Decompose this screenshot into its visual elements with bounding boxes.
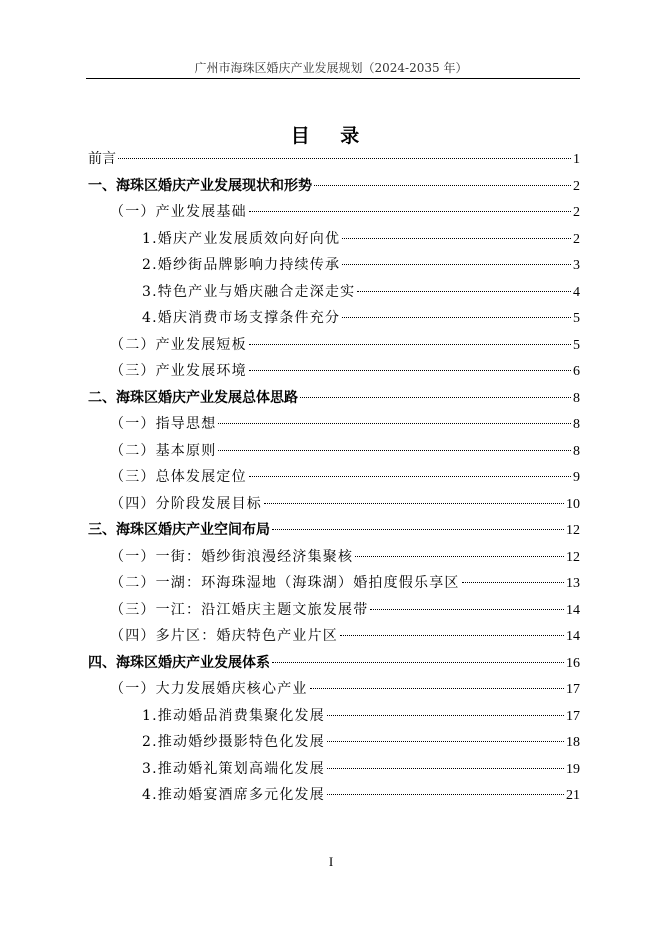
toc-dot-leader xyxy=(310,688,564,689)
toc-entry[interactable] xyxy=(88,358,580,385)
toc-dot-leader xyxy=(342,317,571,318)
toc-entry-page: 2 xyxy=(573,178,580,194)
toc-entry-page: 17 xyxy=(566,682,580,697)
toc-entry[interactable] xyxy=(88,544,580,571)
toc-dot-leader xyxy=(462,582,564,583)
toc-dot-leader xyxy=(272,662,564,663)
toc-entry-title: 一、海珠区婚庆产业发展现状和形势 xyxy=(88,177,312,194)
toc-entry-page: 4 xyxy=(573,284,580,300)
toc-entry-title: 2.婚纱街品牌影响力持续传承 xyxy=(142,257,341,273)
toc-entry[interactable] xyxy=(88,756,580,783)
toc-entry[interactable] xyxy=(88,703,580,730)
toc-entry-title: （一）大力发展婚庆核心产业 xyxy=(110,681,308,697)
toc-dot-leader xyxy=(327,741,564,742)
toc-entry-title: （四）多片区：婚庆特色产业片区 xyxy=(110,628,338,644)
toc-entry-title: （三）一江：沿江婚庆主题文旅发展带 xyxy=(110,601,369,618)
toc-entry-page: 2 xyxy=(573,205,580,220)
toc-dot-leader xyxy=(342,238,571,239)
toc-entry-page: 8 xyxy=(573,390,580,406)
toc-entry-title: 三、海珠区婚庆产业空间布局 xyxy=(88,522,270,538)
toc-entry-page: 8 xyxy=(573,443,580,459)
toc-entry-page: 6 xyxy=(573,364,580,379)
toc-entry-title: 3.推动婚礼策划高端化发展 xyxy=(142,760,325,777)
toc-entry-title: （二）基本原则 xyxy=(110,442,217,459)
toc-entry[interactable] xyxy=(88,729,580,756)
toc-entry[interactable] xyxy=(88,226,580,253)
toc-entry[interactable] xyxy=(88,623,580,650)
toc-entry-title: 前言 xyxy=(88,151,116,167)
toc-entry[interactable] xyxy=(88,199,580,226)
toc-entry-title: 四、海珠区婚庆产业发展体系 xyxy=(88,654,270,671)
toc-entry[interactable] xyxy=(88,252,580,279)
toc-dot-leader xyxy=(342,264,571,265)
toc-dot-leader xyxy=(357,291,571,292)
toc-dot-leader xyxy=(264,503,564,504)
toc-entry-title: 二、海珠区婚庆产业发展总体思路 xyxy=(88,389,298,406)
toc-entry-page: 5 xyxy=(573,311,580,326)
toc-entry-page: 14 xyxy=(566,629,580,644)
toc-entry[interactable] xyxy=(88,782,580,809)
toc-entry-title: （三）总体发展定位 xyxy=(110,469,247,485)
toc-entry[interactable] xyxy=(88,676,580,703)
toc-entry-page: 3 xyxy=(573,258,580,273)
toc-entry-title: 4.婚庆消费市场支撑条件充分 xyxy=(142,310,341,326)
toc-dot-leader xyxy=(249,344,571,345)
toc-dot-leader xyxy=(314,185,571,186)
page-title: 目 录 xyxy=(290,125,372,147)
toc-entry-title: （一）一街：婚纱街浪漫经济集聚核 xyxy=(110,548,354,565)
toc-dot-leader xyxy=(218,450,571,451)
toc-dot-leader xyxy=(118,158,571,159)
toc-entry-page: 19 xyxy=(566,761,580,777)
toc-dot-leader xyxy=(340,635,564,636)
toc-entry-page: 21 xyxy=(566,788,580,803)
toc-entry-page: 16 xyxy=(566,655,580,671)
toc-entry-page: 1 xyxy=(573,152,580,167)
toc-entry-title: 1.推动婚品消费集聚化发展 xyxy=(142,707,325,724)
toc-entry[interactable] xyxy=(88,305,580,332)
toc-entry[interactable] xyxy=(88,173,580,200)
toc-entry[interactable] xyxy=(88,570,580,597)
toc-entry-page: 12 xyxy=(566,549,580,565)
toc-entry[interactable] xyxy=(88,650,580,677)
toc-entry-title: （一）产业发展基础 xyxy=(110,204,247,220)
toc-entry-page: 10 xyxy=(566,496,580,512)
page-header: 广州市海珠区婚庆产业发展规划（2024-2035 年） xyxy=(194,61,468,75)
toc-entry-page: 17 xyxy=(566,708,580,724)
toc-entry[interactable] xyxy=(88,385,580,412)
toc-entry-title: （一）指导思想 xyxy=(110,416,217,432)
toc-entry[interactable] xyxy=(88,597,580,624)
toc-entry[interactable] xyxy=(88,279,580,306)
toc-dot-leader xyxy=(249,370,571,371)
header-rule xyxy=(86,78,580,79)
toc-entry[interactable] xyxy=(88,464,580,491)
toc-entry-title: （二）产业发展短板 xyxy=(110,336,247,353)
table-of-contents xyxy=(88,146,580,809)
toc-entry-title: 3.特色产业与婚庆融合走深走实 xyxy=(142,283,356,300)
toc-entry-title: 4.推动婚宴酒席多元化发展 xyxy=(142,787,325,803)
toc-dot-leader xyxy=(327,715,564,716)
toc-entry-page: 12 xyxy=(566,523,580,538)
toc-entry-title: （三）产业发展环境 xyxy=(110,363,247,379)
toc-entry-title: 1.婚庆产业发展质效向好向优 xyxy=(142,230,341,247)
toc-entry-page: 2 xyxy=(573,231,580,247)
toc-entry[interactable] xyxy=(88,411,580,438)
toc-dot-leader xyxy=(272,529,564,530)
page-number: I xyxy=(328,854,334,869)
toc-entry-title: （四）分阶段发展目标 xyxy=(110,495,262,512)
toc-entry-page: 8 xyxy=(573,417,580,432)
toc-entry-page: 18 xyxy=(566,735,580,750)
toc-entry[interactable] xyxy=(88,332,580,359)
toc-dot-leader xyxy=(249,476,571,477)
toc-entry[interactable] xyxy=(88,491,580,518)
toc-entry[interactable] xyxy=(88,438,580,465)
toc-dot-leader xyxy=(355,556,564,557)
toc-entry[interactable] xyxy=(88,517,580,544)
toc-entry-page: 13 xyxy=(566,576,580,591)
toc-dot-leader xyxy=(327,768,564,769)
toc-entry-page: 14 xyxy=(566,602,580,618)
toc-entry-page: 9 xyxy=(573,470,580,485)
toc-entry-title: （二）一湖：环海珠湿地（海珠湖）婚拍度假乐享区 xyxy=(110,575,460,591)
toc-entry-title: 2.推动婚纱摄影特色化发展 xyxy=(142,734,325,750)
toc-dot-leader xyxy=(249,211,571,212)
toc-dot-leader xyxy=(300,397,571,398)
toc-dot-leader xyxy=(370,609,564,610)
toc-dot-leader xyxy=(218,423,571,424)
toc-entry[interactable] xyxy=(88,146,580,173)
toc-dot-leader xyxy=(327,794,564,795)
toc-entry-page: 5 xyxy=(573,337,580,353)
